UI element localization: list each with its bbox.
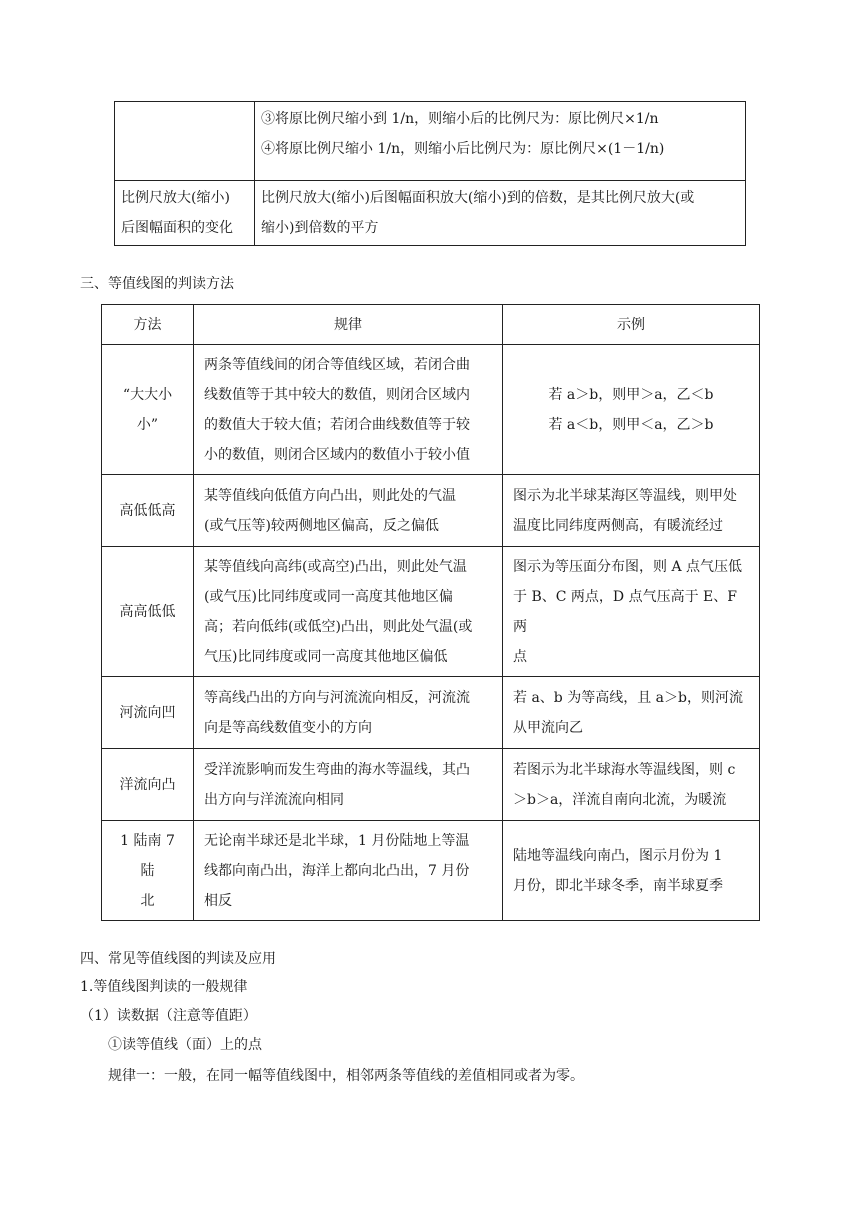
- table-row: [102, 345, 760, 475]
- label-line: 后图幅面积的变化: [121, 220, 233, 236]
- rule-cell: [194, 547, 503, 677]
- method-line: 高高低低: [119, 603, 176, 620]
- rule-line: 高；若向低纬(或低空)凸出，则此处气温(或: [204, 618, 473, 635]
- method-cell: [102, 345, 194, 475]
- scale-row-content: [255, 102, 746, 181]
- rule-cell: [194, 749, 503, 821]
- rule-line: 线都向南凸出，海洋上都向北凸出，7 月份: [204, 862, 470, 879]
- example-line: 若图示为北半球海水等温线图，则 c: [513, 761, 736, 778]
- method-line: 北: [140, 892, 155, 909]
- rule-line: 相反: [204, 892, 232, 909]
- rule-line: 两条等值线间的闭合等值线区域，若闭合曲: [204, 356, 470, 373]
- example-line: 若 a＜b，则甲＜a，乙＞b: [548, 416, 714, 433]
- section3-heading: 三、等值线图的判读方法: [80, 276, 234, 292]
- section4-rule1: 规律一：一般，在同一幅等值线图中，相邻两条等值线的差值相同或者为零。: [108, 1068, 584, 1084]
- method-cell: [102, 547, 194, 677]
- content-line: 比例尺放大(缩小)后图幅面积放大(缩小)到的倍数，是其比例尺放大(或: [261, 190, 695, 206]
- rule-line: 等高线凸出的方向与河流流向相反，河流流: [204, 689, 470, 706]
- header-method: 方法: [102, 305, 194, 345]
- rule-line: 线数值等于其中较大的数值，则闭合区域内: [204, 386, 470, 403]
- table-header-row: [102, 305, 760, 345]
- rule-line: 向是等高线数值变小的方向: [204, 719, 372, 736]
- example-cell: [503, 547, 760, 677]
- rule-line: 的数值大于较大值；若闭合曲线数值等于较: [204, 416, 470, 433]
- scale-row-content: [255, 181, 746, 246]
- example-line: 若 a、b 为等高线，且 a＞b，则河流: [513, 689, 743, 706]
- section4-heading: 四、常见等值线图的判读及应用: [80, 951, 276, 967]
- methods-table: [101, 304, 760, 921]
- table-row: [102, 475, 760, 547]
- method-cell: [102, 475, 194, 547]
- rule-line: 某等值线向低值方向凸出，则此处的气温: [204, 487, 456, 504]
- method-line: 河流向凹: [119, 704, 176, 721]
- example-line: 于 B、C 两点，D 点气压高于 E、F 两: [513, 588, 737, 635]
- header-example: 示例: [503, 305, 760, 345]
- method-line: “大大小: [122, 386, 173, 403]
- example-line: 温度比同纬度两侧高，有暖流经过: [513, 517, 723, 534]
- label-line: 比例尺放大(缩小): [121, 190, 230, 206]
- rule-line: (或气压等)较两侧地区偏高，反之偏低: [204, 517, 439, 534]
- rule-line: 出方向与洋流流向相同: [204, 791, 344, 808]
- scale-row: [115, 102, 746, 181]
- content-line: 缩小)到倍数的平方: [261, 220, 379, 236]
- rule-line: 无论南半球还是北半球，1 月份陆地上等温: [204, 832, 470, 849]
- rule-cell: [194, 345, 503, 475]
- scale-row-label: [115, 102, 255, 181]
- rule-line: 气压)比同纬度或同一高度其他地区偏低: [204, 648, 448, 665]
- example-line: 从甲流向乙: [513, 719, 583, 736]
- table-row: [102, 547, 760, 677]
- example-line: 若 a＞b，则甲＞a，乙＜b: [548, 386, 714, 403]
- method-line: 高低低高: [119, 502, 176, 519]
- table-row: [102, 749, 760, 821]
- section4-sub3: ①读等值线（面）上的点: [108, 1037, 262, 1053]
- example-line: 图示为北半球某海区等温线，则甲处: [513, 487, 737, 504]
- rule-cell: [194, 821, 503, 921]
- example-cell: [503, 749, 760, 821]
- rule-line: (或气压)比同纬度或同一高度其他地区偏: [204, 588, 453, 605]
- table-row: [102, 677, 760, 749]
- example-line: 图示为等压面分布图，则 A 点气压低: [513, 558, 743, 575]
- example-cell: [503, 475, 760, 547]
- content-line: ④将原比例尺缩小 1/n，则缩小后比例尺为：原比例尺×(1－1/n): [261, 141, 665, 157]
- method-cell: [102, 821, 194, 921]
- rule-line: 小的数值，则闭合区域内的数值小于较小值: [204, 446, 470, 463]
- scale-table: [114, 101, 746, 246]
- example-cell: [503, 345, 760, 475]
- rule-line: 某等值线向高纬(或高空)凸出，则此处气温: [204, 558, 467, 575]
- rule-line: 受洋流影响而发生弯曲的海水等温线，其凸: [204, 761, 470, 778]
- scale-row-label: [115, 181, 255, 246]
- header-rule: 规律: [194, 305, 503, 345]
- example-cell: [503, 677, 760, 749]
- rule-cell: [194, 475, 503, 547]
- method-line: 小”: [136, 416, 159, 433]
- section4-sub2: （1）读数据（注意等值距）: [80, 1008, 257, 1024]
- example-line: ＞b＞a，洋流自南向北流，为暖流: [513, 791, 727, 808]
- example-cell: [503, 821, 760, 921]
- section4-sub1: 1.等值线图判读的一般规律: [80, 979, 248, 995]
- example-line: 月份，即北半球冬季，南半球夏季: [513, 877, 723, 894]
- method-line: 洋流向凸: [119, 776, 176, 793]
- rule-cell: [194, 677, 503, 749]
- scale-row: [115, 181, 746, 246]
- method-cell: [102, 677, 194, 749]
- method-line: 1 陆南 7 陆: [120, 832, 175, 879]
- method-cell: [102, 749, 194, 821]
- example-line: 陆地等温线向南凸，图示月份为 1: [513, 847, 723, 864]
- example-line: 点: [513, 648, 527, 665]
- table-row: [102, 821, 760, 921]
- content-line: ③将原比例尺缩小到 1/n，则缩小后的比例尺为：原比例尺×1/n: [261, 111, 659, 127]
